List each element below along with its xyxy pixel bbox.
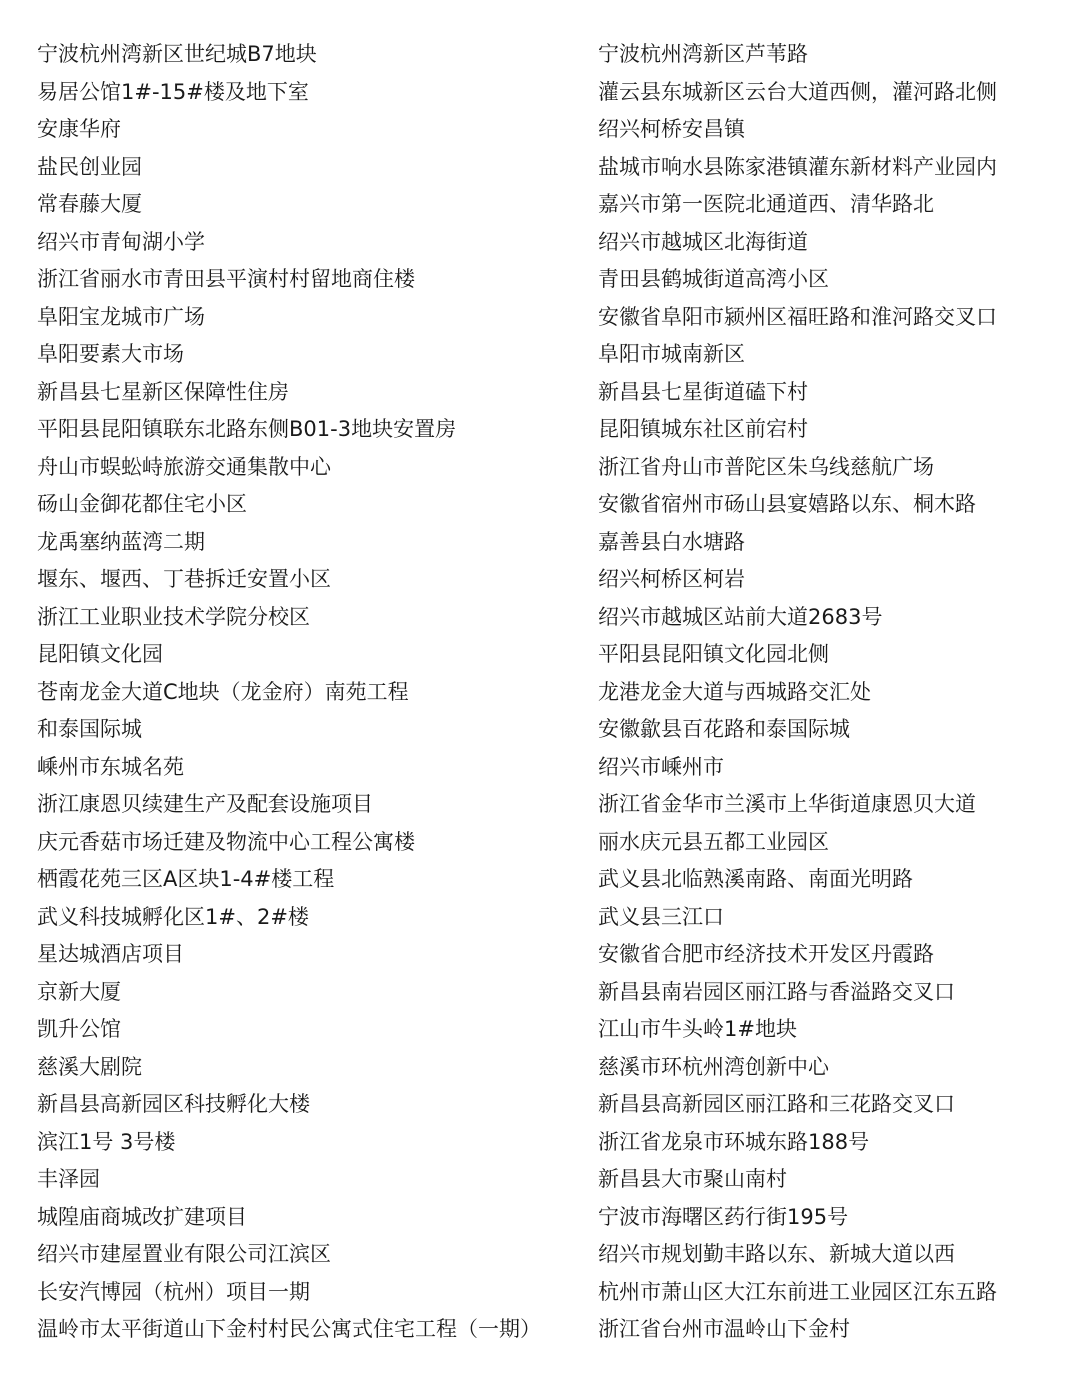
table-row <box>0 636 1072 674</box>
project-name: 平阳县昆阳镇联东北路东侧B01-3地块安置房 <box>37 417 457 441</box>
table-row <box>0 674 1072 712</box>
project-name: 砀山金御花都住宅小区 <box>37 492 247 516</box>
project-address: 杭州市萧山区大江东前进工业园区江东五路 <box>598 1279 997 1304</box>
project-name: 阜阳宝龙城市广场 <box>37 304 205 329</box>
project-name: 浙江工业职业技术学院分校区 <box>37 604 310 629</box>
project-address: 安徽省宿州市砀山县宴嬉路以东、桐木路 <box>598 492 976 516</box>
project-name: 星达城酒店项目 <box>37 942 184 966</box>
project-name: 新昌县七星新区保障性住房 <box>37 379 289 404</box>
table-row <box>0 1124 1072 1162</box>
project-address: 绍兴市嵊州市 <box>598 754 724 779</box>
project-address: 灌云县东城新区云台大道西侧，灌河路北侧 <box>598 79 997 104</box>
table-row <box>0 786 1072 824</box>
table-row <box>0 149 1072 187</box>
table-row <box>0 711 1072 749</box>
table-row <box>0 1274 1072 1312</box>
project-address: 新昌县七星街道磕下村 <box>598 379 808 404</box>
project-table <box>0 36 1072 1349</box>
project-name: 苍南龙金大道C地块（龙金府）南苑工程 <box>37 679 409 704</box>
project-name: 常春藤大厦 <box>37 192 142 216</box>
table-row <box>0 36 1072 74</box>
project-address: 绍兴市越城区北海街道 <box>598 229 808 254</box>
table-row <box>0 374 1072 412</box>
project-address: 绍兴市越城区站前大道2683号 <box>598 604 883 629</box>
project-address: 江山市牛头岭1#地块 <box>598 1017 797 1041</box>
project-name: 和泰国际城 <box>37 717 142 741</box>
project-name: 慈溪大剧院 <box>37 1054 142 1079</box>
project-name: 庆元香菇市场迁建及物流中心工程公寓楼 <box>37 829 415 854</box>
project-address: 绍兴柯桥安昌镇 <box>598 117 745 141</box>
table-row <box>0 749 1072 787</box>
table-row <box>0 1011 1072 1049</box>
project-name: 绍兴市青甸湖小学 <box>37 229 205 254</box>
project-address: 嘉善县白水塘路 <box>598 529 745 554</box>
table-row <box>0 261 1072 299</box>
table-row <box>0 936 1072 974</box>
project-name: 栖霞花苑三区A区块1-4#楼工程 <box>37 867 335 891</box>
project-address: 慈溪市环杭州湾创新中心 <box>598 1054 829 1079</box>
table-row <box>0 561 1072 599</box>
project-address: 安徽歙县百花路和泰国际城 <box>598 717 850 741</box>
project-name: 昆阳镇文化园 <box>37 642 163 666</box>
project-address: 绍兴市规划勤丰路以东、新城大道以西 <box>598 1242 955 1266</box>
project-address: 武义县三江口 <box>598 904 724 929</box>
project-address: 浙江省龙泉市环城东路188号 <box>598 1129 870 1154</box>
table-row <box>0 411 1072 449</box>
project-address: 武义县北临熟溪南路、南面光明路 <box>598 867 913 891</box>
project-name: 温岭市太平街道山下金村村民公寓式住宅工程（一期） <box>37 1317 541 1341</box>
project-address: 安徽省阜阳市颍州区福旺路和淮河路交叉口 <box>598 304 997 329</box>
project-name: 浙江省丽水市青田县平演村村留地商住楼 <box>37 267 415 291</box>
table-row <box>0 299 1072 337</box>
table-row <box>0 861 1072 899</box>
project-name: 城隍庙商城改扩建项目 <box>37 1204 247 1229</box>
project-name: 舟山市蜈蚣峙旅游交通集散中心 <box>37 454 331 479</box>
project-address: 新昌县南岩园区丽江路与香溢路交叉口 <box>598 979 955 1004</box>
project-name: 京新大厦 <box>37 979 121 1004</box>
project-address: 浙江省金华市兰溪市上华街道康恩贝大道 <box>598 792 976 816</box>
project-name: 龙禹塞纳蓝湾二期 <box>37 529 205 554</box>
table-row <box>0 74 1072 112</box>
project-name: 凯升公馆 <box>37 1017 121 1041</box>
table-row <box>0 1161 1072 1199</box>
table-row <box>0 1236 1072 1274</box>
table-row <box>0 224 1072 262</box>
project-name: 新昌县高新园区科技孵化大楼 <box>37 1092 310 1116</box>
project-name: 宁波杭州湾新区世纪城B7地块 <box>37 42 317 66</box>
project-address: 新昌县高新园区丽江路和三花路交叉口 <box>598 1092 955 1116</box>
project-name: 丰泽园 <box>37 1167 100 1191</box>
table-row <box>0 899 1072 937</box>
project-address: 龙港龙金大道与西城路交汇处 <box>598 679 871 704</box>
project-name: 易居公馆1#-15#楼及地下室 <box>37 79 309 104</box>
project-name: 武义科技城孵化区1#、2#楼 <box>37 904 309 929</box>
project-address: 宁波杭州湾新区芦苇路 <box>598 42 808 66</box>
project-address: 阜阳市城南新区 <box>598 342 745 366</box>
table-row <box>0 524 1072 562</box>
project-address: 新昌县大市聚山南村 <box>598 1167 787 1191</box>
project-name: 盐民创业园 <box>37 154 142 179</box>
table-row <box>0 1199 1072 1237</box>
project-name: 安康华府 <box>37 117 121 141</box>
table-row <box>0 186 1072 224</box>
project-address: 安徽省合肥市经济技术开发区丹霞路 <box>598 942 934 966</box>
project-address: 平阳县昆阳镇文化园北侧 <box>598 642 829 666</box>
table-row <box>0 1086 1072 1124</box>
project-address: 昆阳镇城东社区前宕村 <box>598 417 808 441</box>
table-row <box>0 974 1072 1012</box>
project-name: 堰东、堰西、丁巷拆迁安置小区 <box>37 567 331 591</box>
project-name: 绍兴市建屋置业有限公司江滨区 <box>37 1242 331 1266</box>
project-address: 盐城市响水县陈家港镇灌东新材料产业园内 <box>598 154 997 179</box>
table-row <box>0 824 1072 862</box>
project-name: 滨江1号 3号楼 <box>37 1129 176 1154</box>
table-row <box>0 111 1072 149</box>
table-row <box>0 449 1072 487</box>
project-address: 丽水庆元县五都工业园区 <box>598 829 829 854</box>
table-row <box>0 1049 1072 1087</box>
table-row <box>0 486 1072 524</box>
project-name: 嵊州市东城名苑 <box>37 754 184 779</box>
table-row <box>0 336 1072 374</box>
project-name: 浙江康恩贝续建生产及配套设施项目 <box>37 792 373 816</box>
project-address: 浙江省台州市温岭山下金村 <box>598 1317 850 1341</box>
project-name: 阜阳要素大市场 <box>37 342 184 366</box>
table-row <box>0 1311 1072 1349</box>
project-address: 浙江省舟山市普陀区朱乌线慈航广场 <box>598 454 934 479</box>
table-row <box>0 599 1072 637</box>
project-address: 嘉兴市第一医院北通道西、清华路北 <box>598 192 934 216</box>
project-address: 宁波市海曙区药行街195号 <box>598 1204 849 1229</box>
project-address: 绍兴柯桥区柯岩 <box>598 567 745 591</box>
project-name: 长安汽博园（杭州）项目一期 <box>37 1279 310 1304</box>
project-address: 青田县鹤城街道高湾小区 <box>598 267 829 291</box>
